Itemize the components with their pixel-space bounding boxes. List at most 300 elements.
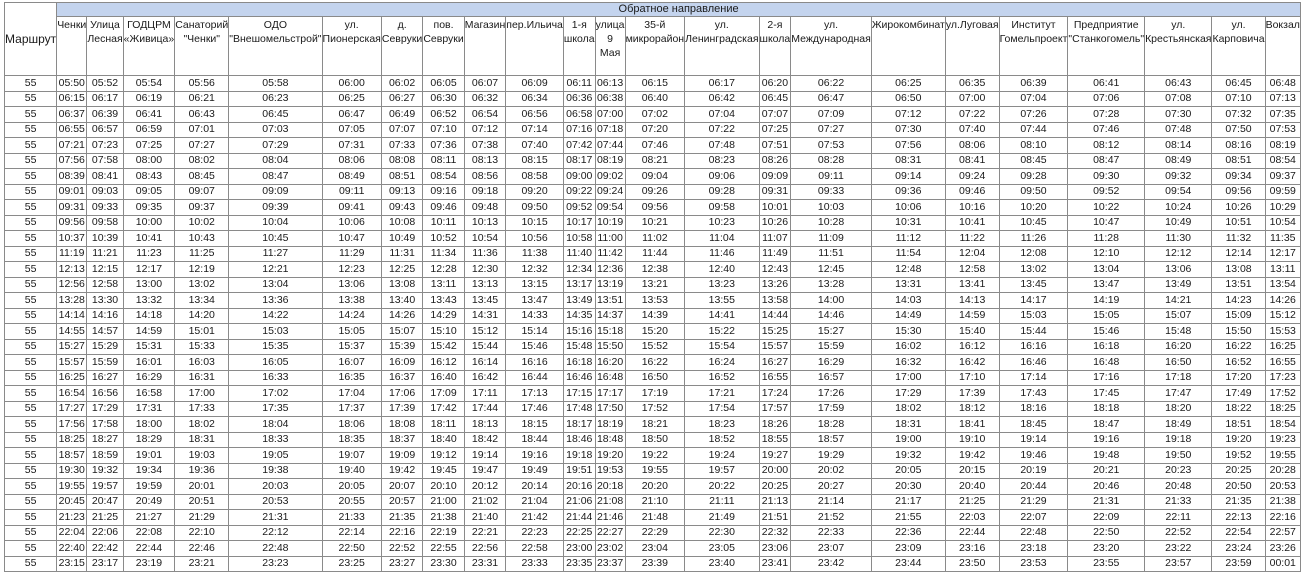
time-cell: 14:16: [87, 308, 123, 324]
time-cell: 07:03: [229, 122, 322, 138]
time-cell: 18:44: [506, 432, 564, 448]
time-cell: 17:23: [1265, 370, 1300, 386]
time-cell: 07:44: [595, 138, 625, 154]
time-cell: 20:57: [381, 494, 422, 510]
time-cell: 22:42: [87, 541, 123, 557]
time-cell: 22:52: [381, 541, 422, 557]
time-cell: 06:50: [871, 91, 945, 107]
time-cell: 21:52: [791, 510, 872, 526]
time-cell: 09:39: [229, 200, 322, 216]
route-number-cell: 55: [5, 277, 57, 293]
time-cell: 15:07: [381, 324, 422, 340]
time-cell: 19:07: [322, 448, 381, 464]
time-cell: 16:09: [381, 355, 422, 371]
table-row: [5, 107, 1301, 123]
time-cell: 08:14: [1145, 138, 1212, 154]
time-cell: 06:17: [685, 76, 759, 92]
table-row: [5, 169, 1301, 185]
time-cell: 21:35: [1212, 494, 1265, 510]
route-number-cell: 55: [5, 308, 57, 324]
time-cell: 22:33: [791, 525, 872, 541]
time-cell: 10:47: [322, 231, 381, 247]
time-cell: 15:03: [999, 308, 1068, 324]
time-cell: 09:54: [595, 200, 625, 216]
time-cell: 18:00: [123, 417, 175, 433]
time-cell: 15:46: [506, 339, 564, 355]
time-cell: 11:35: [1265, 231, 1300, 247]
time-cell: 11:54: [871, 246, 945, 262]
time-cell: 15:10: [423, 324, 464, 340]
time-cell: 21:02: [464, 494, 506, 510]
time-cell: 10:52: [423, 231, 464, 247]
table-row: [5, 510, 1301, 526]
time-cell: 15:30: [871, 324, 945, 340]
time-cell: 18:57: [57, 448, 87, 464]
time-cell: 23:04: [625, 541, 685, 557]
time-cell: 16:56: [87, 386, 123, 402]
time-cell: 12:58: [87, 277, 123, 293]
time-cell: 06:11: [563, 76, 595, 92]
time-cell: 17:33: [175, 401, 229, 417]
time-cell: 12:25: [381, 262, 422, 278]
time-cell: 14:35: [563, 308, 595, 324]
time-cell: 06:23: [229, 91, 322, 107]
time-cell: 16:27: [87, 370, 123, 386]
time-cell: 20:00: [759, 463, 791, 479]
time-cell: 07:18: [595, 122, 625, 138]
time-cell: 13:11: [423, 277, 464, 293]
time-cell: 17:52: [625, 401, 685, 417]
time-cell: 19:32: [871, 448, 945, 464]
time-cell: 07:07: [759, 107, 791, 123]
time-cell: 20:47: [87, 494, 123, 510]
time-cell: 13:36: [229, 293, 322, 309]
time-cell: 15:25: [759, 324, 791, 340]
time-cell: 17:24: [759, 386, 791, 402]
time-cell: 10:16: [945, 200, 999, 216]
time-cell: 11:26: [999, 231, 1068, 247]
time-cell: 19:18: [563, 448, 595, 464]
time-cell: 09:43: [381, 200, 422, 216]
time-cell: 18:33: [229, 432, 322, 448]
time-cell: 18:02: [175, 417, 229, 433]
time-cell: 06:54: [464, 107, 506, 123]
table-row: [5, 122, 1301, 138]
time-cell: 23:21: [175, 556, 229, 572]
time-cell: 23:35: [563, 556, 595, 572]
time-cell: 20:14: [506, 479, 564, 495]
route-number-cell: 55: [5, 262, 57, 278]
time-cell: 09:58: [87, 215, 123, 231]
time-cell: 17:54: [685, 401, 759, 417]
time-cell: 11:42: [595, 246, 625, 262]
time-cell: 07:12: [464, 122, 506, 138]
time-cell: 16:48: [595, 370, 625, 386]
time-cell: 20:12: [464, 479, 506, 495]
time-cell: 06:52: [423, 107, 464, 123]
time-cell: 22:11: [1145, 510, 1212, 526]
time-cell: 22:48: [229, 541, 322, 557]
time-cell: 12:19: [175, 262, 229, 278]
time-cell: 20:01: [175, 479, 229, 495]
time-cell: 07:14: [506, 122, 564, 138]
time-cell: 18:20: [1145, 401, 1212, 417]
time-cell: 19:55: [57, 479, 87, 495]
time-cell: 09:34: [1212, 169, 1265, 185]
time-cell: 21:42: [506, 510, 564, 526]
time-cell: 07:56: [871, 138, 945, 154]
time-cell: 12:12: [1145, 246, 1212, 262]
time-cell: 18:16: [999, 401, 1068, 417]
time-cell: 21:33: [1145, 494, 1212, 510]
route-number-cell: 55: [5, 324, 57, 340]
time-cell: 17:14: [999, 370, 1068, 386]
time-cell: 06:59: [123, 122, 175, 138]
stop-header: Магазин: [464, 17, 506, 76]
time-cell: 15:07: [1145, 308, 1212, 324]
time-cell: 17:00: [175, 386, 229, 402]
time-cell: 19:59: [123, 479, 175, 495]
time-cell: 10:11: [423, 215, 464, 231]
time-cell: 10:51: [1212, 215, 1265, 231]
time-cell: 19:22: [625, 448, 685, 464]
time-cell: 10:47: [1068, 215, 1145, 231]
time-cell: 10:28: [791, 215, 872, 231]
time-cell: 13:15: [506, 277, 564, 293]
time-cell: 18:57: [791, 432, 872, 448]
time-cell: 19:38: [229, 463, 322, 479]
time-cell: 13:11: [1265, 262, 1300, 278]
time-cell: 11:38: [506, 246, 564, 262]
time-cell: 19:57: [87, 479, 123, 495]
time-cell: 23:27: [381, 556, 422, 572]
time-cell: 17:29: [871, 386, 945, 402]
time-cell: 20:25: [759, 479, 791, 495]
time-cell: 09:28: [685, 184, 759, 200]
time-cell: 13:38: [322, 293, 381, 309]
route-number-cell: 55: [5, 76, 57, 92]
time-cell: 09:59: [1265, 184, 1300, 200]
time-cell: 23:40: [685, 556, 759, 572]
route-number-cell: 55: [5, 107, 57, 123]
time-cell: 12:28: [423, 262, 464, 278]
time-cell: 21:51: [759, 510, 791, 526]
time-cell: 10:43: [175, 231, 229, 247]
time-cell: 06:41: [1068, 76, 1145, 92]
time-cell: 10:06: [322, 215, 381, 231]
time-cell: 20:53: [1265, 479, 1300, 495]
time-cell: 21:23: [57, 510, 87, 526]
time-cell: 17:31: [123, 401, 175, 417]
time-cell: 19:23: [1265, 432, 1300, 448]
time-cell: 13:31: [871, 277, 945, 293]
time-cell: 23:05: [685, 541, 759, 557]
timetable: [4, 2, 1301, 572]
time-cell: 10:21: [625, 215, 685, 231]
time-cell: 11:32: [1212, 231, 1265, 247]
time-cell: 18:27: [87, 432, 123, 448]
table-row: [5, 91, 1301, 107]
time-cell: 22:58: [506, 541, 564, 557]
time-cell: 17:58: [87, 417, 123, 433]
time-cell: 16:50: [1145, 355, 1212, 371]
time-cell: 06:19: [123, 91, 175, 107]
table-row: [5, 153, 1301, 169]
time-cell: 18:46: [563, 432, 595, 448]
time-cell: 18:59: [87, 448, 123, 464]
time-cell: 23:07: [791, 541, 872, 557]
time-cell: 15:29: [87, 339, 123, 355]
time-cell: 23:00: [563, 541, 595, 557]
time-cell: 10:45: [229, 231, 322, 247]
time-cell: 15:31: [123, 339, 175, 355]
time-cell: 13:49: [563, 293, 595, 309]
table-row: [5, 339, 1301, 355]
time-cell: 16:46: [563, 370, 595, 386]
time-cell: 08:47: [1068, 153, 1145, 169]
time-cell: 19:53: [595, 463, 625, 479]
time-cell: 07:07: [381, 122, 422, 138]
time-cell: 18:11: [423, 417, 464, 433]
time-cell: 10:24: [1145, 200, 1212, 216]
time-cell: 08:00: [123, 153, 175, 169]
time-cell: 06:41: [123, 107, 175, 123]
time-cell: 00:01: [1265, 556, 1300, 572]
time-cell: 09:04: [625, 169, 685, 185]
time-cell: 22:16: [1265, 510, 1300, 526]
time-cell: 11:49: [759, 246, 791, 262]
time-cell: 18:55: [759, 432, 791, 448]
time-cell: 13:49: [1145, 277, 1212, 293]
table-row: [5, 308, 1301, 324]
time-cell: 16:16: [999, 339, 1068, 355]
time-cell: 13:26: [759, 277, 791, 293]
time-cell: 13:53: [625, 293, 685, 309]
route-number-cell: 55: [5, 432, 57, 448]
time-cell: 07:08: [1145, 91, 1212, 107]
time-cell: 22:36: [871, 525, 945, 541]
time-cell: 15:48: [563, 339, 595, 355]
stop-header: ул. Международная: [791, 17, 872, 76]
time-cell: 15:42: [423, 339, 464, 355]
time-cell: 08:41: [945, 153, 999, 169]
time-cell: 09:26: [625, 184, 685, 200]
time-cell: 06:40: [625, 91, 685, 107]
time-cell: 15:27: [57, 339, 87, 355]
time-cell: 21:25: [87, 510, 123, 526]
time-cell: 06:45: [759, 91, 791, 107]
time-cell: 14:22: [229, 308, 322, 324]
time-cell: 19:55: [625, 463, 685, 479]
time-cell: 18:48: [595, 432, 625, 448]
time-cell: 09:31: [759, 184, 791, 200]
time-cell: 12:17: [123, 262, 175, 278]
timetable-header: [5, 3, 1301, 76]
time-cell: 18:21: [625, 417, 685, 433]
time-cell: 22:10: [175, 525, 229, 541]
time-cell: 08:28: [791, 153, 872, 169]
time-cell: 09:32: [1145, 169, 1212, 185]
time-cell: 16:52: [685, 370, 759, 386]
time-cell: 13:19: [595, 277, 625, 293]
time-cell: 09:50: [506, 200, 564, 216]
time-cell: 15:57: [57, 355, 87, 371]
time-cell: 15:40: [945, 324, 999, 340]
time-cell: 05:58: [229, 76, 322, 92]
time-cell: 16:03: [175, 355, 229, 371]
time-cell: 07:25: [123, 138, 175, 154]
time-cell: 06:43: [175, 107, 229, 123]
time-cell: 09:52: [563, 200, 595, 216]
stop-header: улица 9 Мая: [595, 17, 625, 76]
time-cell: 11:07: [759, 231, 791, 247]
time-cell: 15:48: [1145, 324, 1212, 340]
stop-header: д. Севруки: [381, 17, 422, 76]
route-number-cell: 55: [5, 463, 57, 479]
time-cell: 20:10: [423, 479, 464, 495]
table-row: [5, 262, 1301, 278]
time-cell: 09:50: [999, 184, 1068, 200]
time-cell: 13:32: [123, 293, 175, 309]
time-cell: 15:01: [175, 324, 229, 340]
time-cell: 09:02: [595, 169, 625, 185]
time-cell: 10:15: [506, 215, 564, 231]
time-cell: 16:14: [464, 355, 506, 371]
time-cell: 16:35: [322, 370, 381, 386]
time-cell: 17:11: [464, 386, 506, 402]
time-cell: 21:10: [625, 494, 685, 510]
time-cell: 16:55: [759, 370, 791, 386]
time-cell: 19:05: [229, 448, 322, 464]
time-cell: 18:37: [381, 432, 422, 448]
time-cell: 15:18: [595, 324, 625, 340]
time-cell: 22:23: [506, 525, 564, 541]
time-cell: 21:55: [871, 510, 945, 526]
route-number-cell: 55: [5, 386, 57, 402]
table-row: [5, 231, 1301, 247]
time-cell: 20:05: [871, 463, 945, 479]
time-cell: 08:16: [1212, 138, 1265, 154]
time-cell: 06:27: [381, 91, 422, 107]
table-row: [5, 138, 1301, 154]
time-cell: 14:13: [945, 293, 999, 309]
time-cell: 15:46: [1068, 324, 1145, 340]
time-cell: 13:41: [945, 277, 999, 293]
time-cell: 17:20: [1212, 370, 1265, 386]
time-cell: 12:56: [57, 277, 87, 293]
time-cell: 07:35: [1265, 107, 1300, 123]
time-cell: 18:47: [1068, 417, 1145, 433]
time-cell: 18:52: [685, 432, 759, 448]
time-cell: 16:40: [423, 370, 464, 386]
time-cell: 13:23: [685, 277, 759, 293]
time-cell: 07:53: [791, 138, 872, 154]
time-cell: 23:24: [1212, 541, 1265, 557]
time-cell: 10:54: [464, 231, 506, 247]
time-cell: 17:49: [1212, 386, 1265, 402]
time-cell: 10:37: [57, 231, 87, 247]
time-cell: 21:27: [123, 510, 175, 526]
stop-header: 2-я школа: [759, 17, 791, 76]
time-cell: 08:45: [175, 169, 229, 185]
time-cell: 07:02: [625, 107, 685, 123]
time-cell: 19:16: [506, 448, 564, 464]
time-cell: 13:40: [381, 293, 422, 309]
stop-header: 35-й микрорайон: [625, 17, 685, 76]
time-cell: 23:33: [506, 556, 564, 572]
time-cell: 22:25: [563, 525, 595, 541]
time-cell: 09:46: [423, 200, 464, 216]
time-cell: 10:39: [87, 231, 123, 247]
table-row: [5, 479, 1301, 495]
time-cell: 14:46: [791, 308, 872, 324]
time-cell: 07:10: [1212, 91, 1265, 107]
stop-header: ул. Пионерская: [322, 17, 381, 76]
stop-header: Институт Гомельпроект: [999, 17, 1068, 76]
time-cell: 20:03: [229, 479, 322, 495]
time-cell: 17:39: [381, 401, 422, 417]
time-cell: 11:51: [791, 246, 872, 262]
time-cell: 10:31: [871, 215, 945, 231]
stop-header: ул.Луговая: [945, 17, 999, 76]
time-cell: 21:38: [1265, 494, 1300, 510]
time-cell: 21:33: [322, 510, 381, 526]
time-cell: 10:04: [229, 215, 322, 231]
time-cell: 22:57: [1265, 525, 1300, 541]
time-cell: 23:25: [322, 556, 381, 572]
time-cell: 08:54: [423, 169, 464, 185]
time-cell: 23:59: [1212, 556, 1265, 572]
time-cell: 10:06: [871, 200, 945, 216]
time-cell: 15:05: [322, 324, 381, 340]
time-cell: 06:21: [175, 91, 229, 107]
time-cell: 15:50: [595, 339, 625, 355]
table-row: [5, 494, 1301, 510]
time-cell: 09:14: [871, 169, 945, 185]
time-cell: 11:40: [563, 246, 595, 262]
time-cell: 12:43: [759, 262, 791, 278]
route-number-cell: 55: [5, 200, 57, 216]
time-cell: 22:08: [123, 525, 175, 541]
time-cell: 19:55: [1265, 448, 1300, 464]
time-cell: 15:03: [229, 324, 322, 340]
time-cell: 16:12: [423, 355, 464, 371]
time-cell: 12:48: [871, 262, 945, 278]
route-number-cell: 55: [5, 215, 57, 231]
time-cell: 21:31: [229, 510, 322, 526]
time-cell: 17:09: [423, 386, 464, 402]
time-cell: 18:25: [57, 432, 87, 448]
time-cell: 23:16: [945, 541, 999, 557]
time-cell: 22:52: [1145, 525, 1212, 541]
time-cell: 17:17: [595, 386, 625, 402]
time-cell: 15:57: [759, 339, 791, 355]
time-cell: 07:06: [1068, 91, 1145, 107]
route-number-cell: 55: [5, 153, 57, 169]
time-cell: 21:29: [999, 494, 1068, 510]
time-cell: 07:27: [791, 122, 872, 138]
time-cell: 20:28: [1265, 463, 1300, 479]
time-cell: 16:55: [1265, 355, 1300, 371]
time-cell: 07:46: [1068, 122, 1145, 138]
time-cell: 09:58: [685, 200, 759, 216]
time-cell: 21:31: [1068, 494, 1145, 510]
time-cell: 10:49: [1145, 215, 1212, 231]
time-cell: 11:00: [595, 231, 625, 247]
table-row: [5, 556, 1301, 572]
time-cell: 18:42: [464, 432, 506, 448]
time-cell: 16:29: [791, 355, 872, 371]
